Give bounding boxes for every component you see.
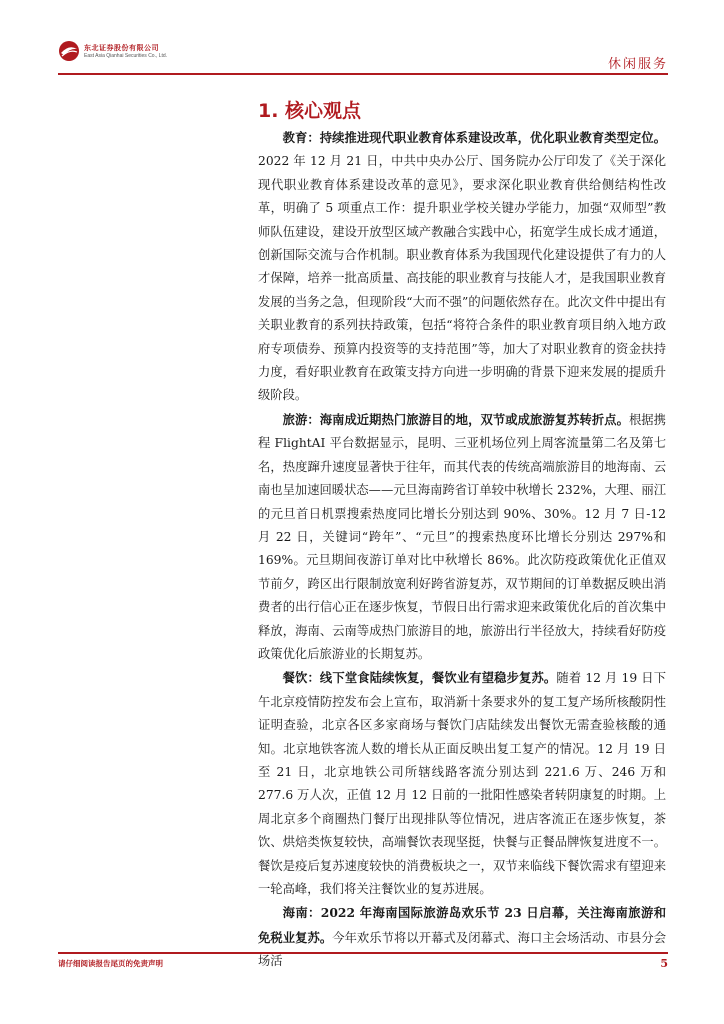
company-name-cn: 东北证券股份有限公司	[84, 44, 159, 52]
company-logo-icon	[58, 40, 80, 62]
page-number: 5	[660, 957, 668, 970]
header-divider	[58, 73, 668, 75]
company-name-en: East Asia Qianhai Securities Co., Ltd.	[84, 53, 168, 59]
paragraph-catering	[258, 666, 666, 901]
paragraph-tourism	[258, 408, 666, 666]
paragraph-text: 随着 12 月 19 日下午北京疫情防控发布会上宣布，取消新十条要求外的复工复产场所核酸阴性证明查验，北京各区多家商场与餐饮门店陆续发出餐饮无需查验核酸的通知。北京地铁客流人数的增长从正面反映出复工复产的情况。12 月 19 日至 21 日，北京地铁公司所辖线路客流分别达到 221.6 万、246 万和 277.6 万人次，正值 12 月 12 日前的一批阳性感染者转阴康复的时期。上周北京多个商圈热门餐厅出现排队等位情况，进店客流正在逐步恢复，茶饮、烘焙类恢复较快，高端餐饮表现坚挺，快餐与正餐品牌恢复进度不一。餐饮是疫后复苏速度较快的消费板块之一，双节来临线下餐饮需求有望迎来一轮高峰，我们将关注餐饮业的复苏进展。	[258, 671, 666, 896]
paragraph-lead: 餐饮：线下堂食陆续恢复，餐饮业有望稳步复苏。	[282, 670, 557, 686]
paragraph-hainan	[258, 901, 666, 973]
page-header	[58, 40, 668, 74]
paragraph-lead: 海南：2022 年海南国际旅游岛欢乐节 23 日启幕，关注海南旅游和免税业复苏。	[258, 905, 666, 945]
paragraph-text: 今年欢乐节将以开幕式及闭幕式、海口主会场活动、市县分会场活	[258, 930, 666, 969]
section-title: 1. 核心观点	[258, 100, 362, 122]
paragraph-text: 2022 年 12 月 21 日，中共中央办公厅、国务院办公厅印发了《关于深化现代职业教育体系建设改革的意见》，要求深化职业教育供给侧结构性改革，明确了 5 项重点工作：提升职业学校关键办学能力，加强“双师型”教师队伍建设，建设开放型区域产教融合实践中心，拓宽学生成长成才通道，创新国际交流与合作机制。职业教育体系为我国现代化建设提供了有力的人才保障，培养一批高质量、高技能的职业教育与技能人才，是我国职业教育发展的当务之急，但现阶段“大而不强”的问题依然存在。此次文件中提出有关职业教育的系列扶持政策，包括“将符合条件的职业教育项目纳入地方政府专项债券、预算内投资等的支持范围”等，加大了对职业教育的资金扶持力度，看好职业教育在政策支持方向进一步明确的背景下迎来发展的提质升级阶段。	[258, 154, 666, 403]
disclaimer-note: 请仔细阅读报告尾页的免责声明	[58, 959, 163, 968]
sector-label: 休闲服务	[607, 57, 668, 72]
paragraph-text: 根据携程 FlightAI 平台数据显示，昆明、三亚机场位列上周客流量第二名及第七名，热度蹿升速度显著快于往年，而其代表的传统高端旅游目的地海南、云南也呈加速回暖状态——元旦海南跨省订单较中秋增长 232%，大理、丽江的元旦首日机票搜索热度同比增长分别达到 90%、30%。12 月 7 日-12 月 22 日，关键词“跨年”、“元旦”的搜索热度环比增长分别达 297%和 169%。元旦期间夜游订单对比中秋增长 86%。此次防疫政策优化正值双节前夕，跨区出行限制放宽利好跨省游复苏，双节期间的订单数据反映出消费者的出行信心正在逐步恢复，节假日出行需求迎来政策优化后的首次集中释放，海南、云南等成热门旅游目的地，旅游出行半径放大，持续看好防疫政策优化后旅游业的长期复苏。	[258, 412, 666, 661]
paragraph-lead: 旅游：海南成近期热门旅游目的地，双节或成旅游复苏转折点。	[282, 411, 629, 427]
footer-divider	[58, 952, 668, 954]
paragraph-education	[258, 126, 666, 408]
report-body	[258, 126, 666, 974]
paragraph-lead: 教育：持续推进现代职业教育体系建设改革，优化职业教育类型定位。	[282, 130, 666, 145]
